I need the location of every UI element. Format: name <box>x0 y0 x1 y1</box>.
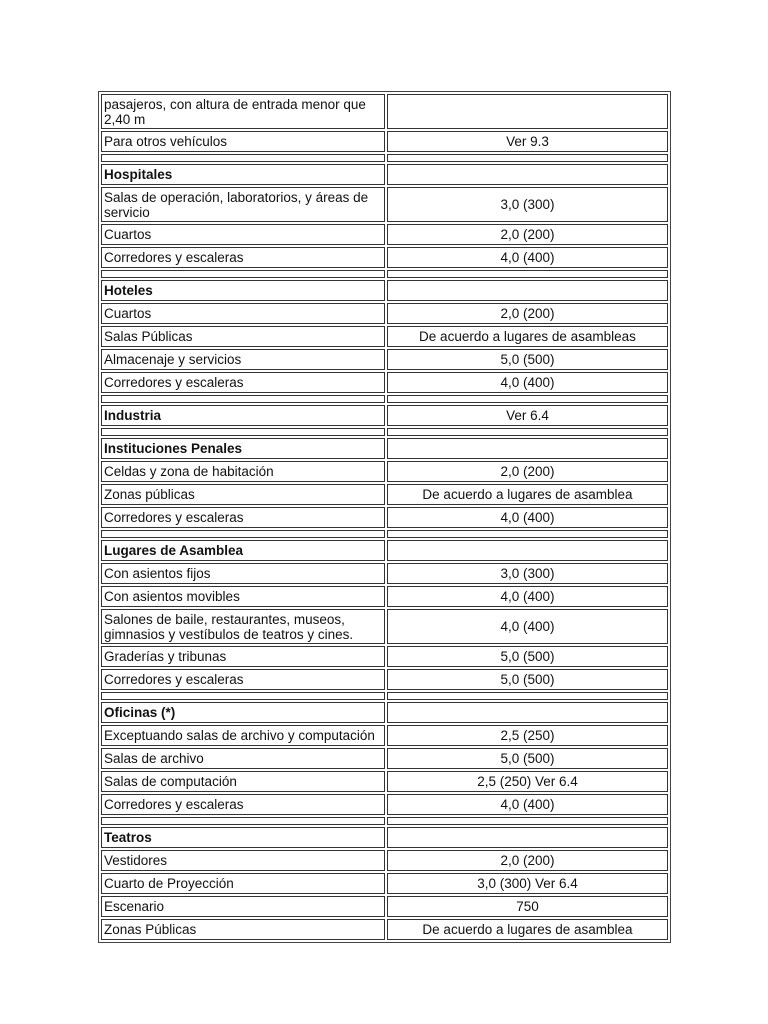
load-value-cell <box>387 530 668 538</box>
occupancy-cell: Oficinas (*) <box>101 702 385 723</box>
spacer-row <box>101 530 668 538</box>
spacer-row <box>101 395 668 403</box>
table-row <box>101 669 668 690</box>
occupancy-cell: Con asientos fijos <box>101 563 385 584</box>
load-value-cell: 5,0 (500) <box>387 646 668 667</box>
table-row <box>101 563 668 584</box>
load-value-cell: 4,0 (400) <box>387 794 668 815</box>
load-value-cell <box>387 94 668 129</box>
spacer-row <box>101 817 668 825</box>
load-value-cell <box>387 540 668 561</box>
occupancy-cell: Cuarto de Proyección <box>101 873 385 894</box>
occupancy-cell: Lugares de Asamblea <box>101 540 385 561</box>
load-value-cell: 4,0 (400) <box>387 609 668 644</box>
load-value-cell <box>387 154 668 162</box>
load-value-cell: 2,0 (200) <box>387 850 668 871</box>
occupancy-cell <box>101 395 385 403</box>
occupancy-cell: Salas de operación, laboratorios, y áreas de servicio <box>101 187 385 222</box>
load-value-cell <box>387 827 668 848</box>
table-row <box>101 646 668 667</box>
occupancy-cell <box>101 270 385 278</box>
load-value-cell <box>387 395 668 403</box>
load-value-cell: De acuerdo a lugares de asamblea <box>387 484 668 505</box>
occupancy-cell: Con asientos movibles <box>101 586 385 607</box>
load-value-cell: 4,0 (400) <box>387 247 668 268</box>
occupancy-cell: Corredores y escaleras <box>101 372 385 393</box>
section-header-row <box>101 702 668 723</box>
occupancy-cell: Cuartos <box>101 303 385 324</box>
spacer-row <box>101 692 668 700</box>
load-value-cell <box>387 817 668 825</box>
occupancy-cell: Almacenaje y servicios <box>101 349 385 370</box>
table-row <box>101 586 668 607</box>
load-value-cell: Ver 6.4 <box>387 405 668 426</box>
load-value-cell: 2,5 (250) Ver 6.4 <box>387 771 668 792</box>
table-row <box>101 187 668 222</box>
load-value-cell: 2,5 (250) <box>387 725 668 746</box>
load-value-cell: 5,0 (500) <box>387 669 668 690</box>
occupancy-cell: Salas Públicas <box>101 326 385 347</box>
load-value-cell: 4,0 (400) <box>387 372 668 393</box>
occupancy-cell: Cuartos <box>101 224 385 245</box>
occupancy-cell: Para otros vehículos <box>101 131 385 152</box>
occupancy-cell: Corredores y escaleras <box>101 794 385 815</box>
table-row <box>101 725 668 746</box>
load-value-cell <box>387 438 668 459</box>
occupancy-cell: Zonas Públicas <box>101 919 385 940</box>
occupancy-cell: Teatros <box>101 827 385 848</box>
load-value-cell <box>387 428 668 436</box>
load-table-body <box>101 94 668 940</box>
table-row <box>101 896 668 917</box>
occupancy-cell: Escenario <box>101 896 385 917</box>
table-row <box>101 919 668 940</box>
table-row <box>101 771 668 792</box>
load-value-cell: 4,0 (400) <box>387 507 668 528</box>
occupancy-cell: Industria <box>101 405 385 426</box>
occupancy-cell <box>101 817 385 825</box>
table-row <box>101 507 668 528</box>
table-row <box>101 131 668 152</box>
table-row <box>101 349 668 370</box>
occupancy-cell: Hospitales <box>101 164 385 185</box>
occupancy-cell: Graderías y tribunas <box>101 646 385 667</box>
load-value-cell: 3,0 (300) <box>387 563 668 584</box>
occupancy-cell: Celdas y zona de habitación <box>101 461 385 482</box>
table-row <box>101 484 668 505</box>
section-header-row <box>101 540 668 561</box>
load-value-cell: 2,0 (200) <box>387 224 668 245</box>
load-table <box>98 91 671 943</box>
section-header-row <box>101 164 668 185</box>
spacer-row <box>101 270 668 278</box>
section-header-row <box>101 280 668 301</box>
occupancy-cell: Salones de baile, restaurantes, museos, gimnasios y vestíbulos de teatros y cines. <box>101 609 385 644</box>
occupancy-cell: Corredores y escaleras <box>101 669 385 690</box>
load-value-cell: De acuerdo a lugares de asamblea <box>387 919 668 940</box>
table-row <box>101 850 668 871</box>
table-row <box>101 748 668 769</box>
occupancy-cell: Salas de archivo <box>101 748 385 769</box>
load-value-cell <box>387 702 668 723</box>
occupancy-cell: Exceptuando salas de archivo y computación <box>101 725 385 746</box>
occupancy-cell: Salas de computación <box>101 771 385 792</box>
occupancy-cell <box>101 692 385 700</box>
table-row <box>101 461 668 482</box>
table-row <box>101 609 668 644</box>
occupancy-cell: Vestidores <box>101 850 385 871</box>
occupancy-cell <box>101 530 385 538</box>
occupancy-cell: Instituciones Penales <box>101 438 385 459</box>
load-value-cell: 5,0 (500) <box>387 349 668 370</box>
table-row <box>101 873 668 894</box>
load-value-cell: 3,0 (300) <box>387 187 668 222</box>
table-row <box>101 326 668 347</box>
occupancy-cell: Corredores y escaleras <box>101 507 385 528</box>
spacer-row <box>101 428 668 436</box>
load-value-cell <box>387 280 668 301</box>
load-value-cell <box>387 270 668 278</box>
spacer-row <box>101 154 668 162</box>
load-value-cell <box>387 692 668 700</box>
occupancy-cell <box>101 154 385 162</box>
section-header-row <box>101 438 668 459</box>
occupancy-cell: Hoteles <box>101 280 385 301</box>
occupancy-cell: pasajeros, con altura de entrada menor que 2,40 m <box>101 94 385 129</box>
load-value-cell: 4,0 (400) <box>387 586 668 607</box>
load-value-cell: 2,0 (200) <box>387 303 668 324</box>
load-value-cell: Ver 9.3 <box>387 131 668 152</box>
load-value-cell: 750 <box>387 896 668 917</box>
table-row <box>101 224 668 245</box>
table-row <box>101 303 668 324</box>
occupancy-cell: Zonas públicas <box>101 484 385 505</box>
load-value-cell: 2,0 (200) <box>387 461 668 482</box>
occupancy-cell: Corredores y escaleras <box>101 247 385 268</box>
table-row <box>101 794 668 815</box>
load-value-cell: 3,0 (300) Ver 6.4 <box>387 873 668 894</box>
table-row <box>101 94 668 129</box>
table-row <box>101 247 668 268</box>
load-value-cell: De acuerdo a lugares de asambleas <box>387 326 668 347</box>
occupancy-cell <box>101 428 385 436</box>
load-value-cell <box>387 164 668 185</box>
section-header-row <box>101 405 668 426</box>
section-header-row <box>101 827 668 848</box>
table-row <box>101 372 668 393</box>
load-value-cell: 5,0 (500) <box>387 748 668 769</box>
